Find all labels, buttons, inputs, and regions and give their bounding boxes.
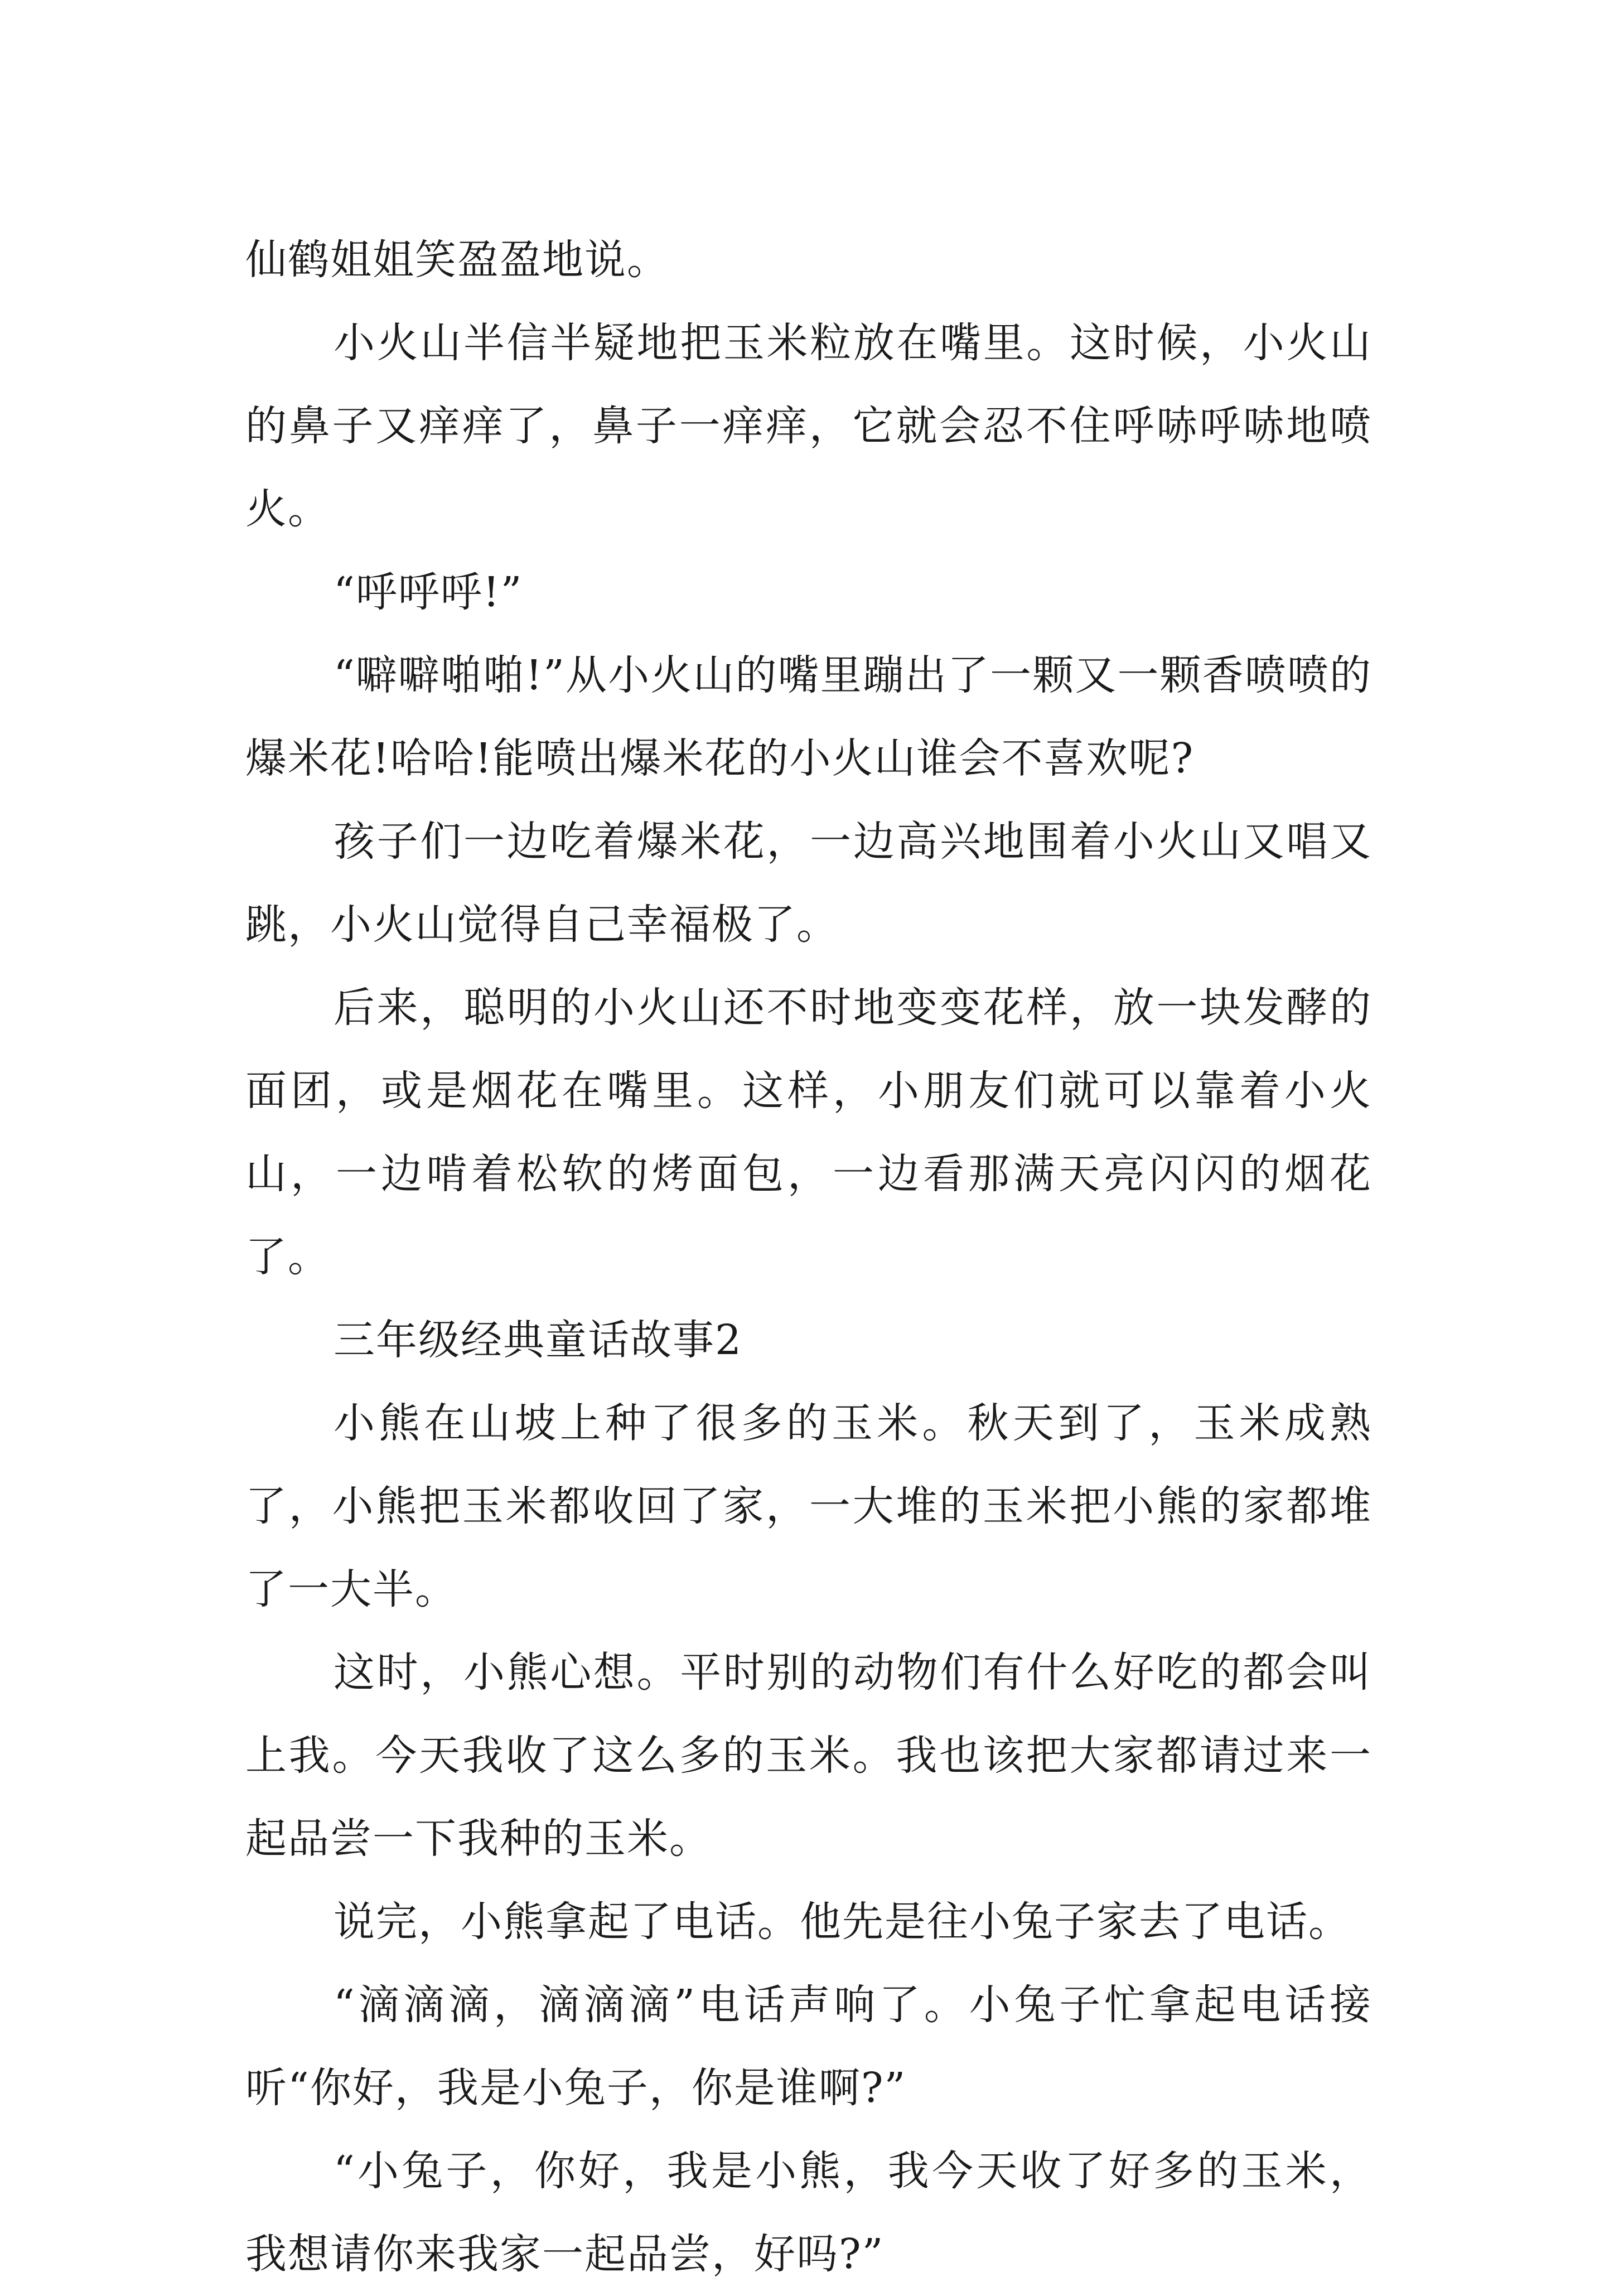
- paragraph: “噼噼啪啪!”从小火山的嘴里蹦出了一颗又一颗香喷喷的爆米花!哈哈!能喷出爆米花的小火山谁会不喜欢呢?: [245, 651, 1372, 782]
- paragraph: “滴滴滴，滴滴滴”电话声响了。小兔子忙拿起电话接听“你好，我是小兔子，你是谁啊?”: [245, 1981, 1372, 2112]
- section-heading: 三年级经典童话故事2: [334, 1316, 743, 1364]
- paragraph: “呼呼呼!”: [334, 568, 523, 616]
- paragraph: 说完，小熊拿起了电话。他先是往小兔子家去了电话。: [334, 1898, 1351, 1946]
- paragraph: 小火山半信半疑地把玉米粒放在嘴里。这时候，小火山的鼻子又痒痒了，鼻子一痒痒，它就会忍不住呼哧呼哧地喷火。: [245, 319, 1372, 533]
- paragraph: 这时，小熊心想。平时别的动物们有什么好吃的都会叫上我。今天我收了这么多的玉米。我也该把大家都请过来一起品尝一下我种的玉米。: [245, 1649, 1372, 1863]
- paragraph: “小兔子，你好，我是小熊，我今天收了好多的玉米，我想请你来我家一起品尝，好吗?”: [245, 2147, 1372, 2278]
- paragraph: 仙鹤姐姐笑盈盈地说。: [245, 236, 669, 284]
- paragraph: 孩子们一边吃着爆米花，一边高兴地围着小火山又唱又跳，小火山觉得自己幸福极了。: [245, 818, 1372, 949]
- paragraph: 小熊在山坡上种了很多的玉米。秋天到了，玉米成熟了，小熊把玉米都收回了家，一大堆的玉米把小熊的家都堆了一大半。: [245, 1399, 1372, 1613]
- story-text: [245, 219, 1372, 2296]
- paragraph: 后来，聪明的小火山还不时地变变花样，放一块发酵的面团，或是烟花在嘴里。这样，小朋友们就可以靠着小火山，一边啃着松软的烤面包，一边看那满天亮闪闪的烟花了。: [245, 984, 1372, 1281]
